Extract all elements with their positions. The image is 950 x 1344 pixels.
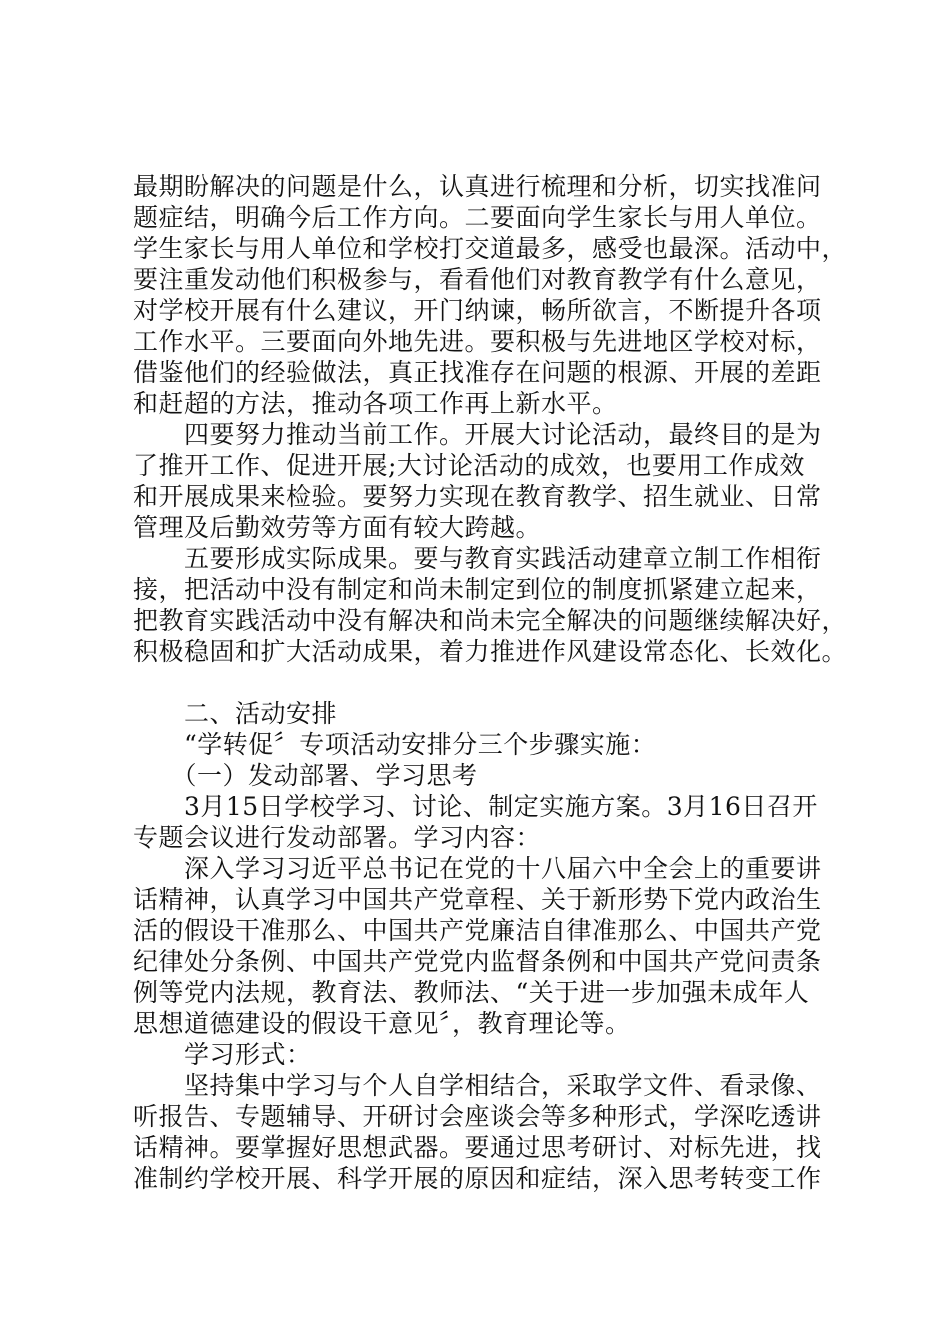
text-line: 和赶超的方法，推动各项工作再上新水平。	[133, 389, 618, 418]
text-line: 专题会议进行发动部署。学习内容：	[133, 823, 542, 852]
text-line: 题症结，明确今后工作方向。二要面向学生家长与用人单位。	[133, 203, 822, 232]
text-line: 话精神，认真学习中国共产党章程、关于新形势下党内政治生	[133, 885, 822, 914]
paragraph-start-line: 深入学习习近平总书记在党的十八届六中全会上的重要讲	[133, 854, 822, 883]
text-line: 管理及后勤效劳等方面有较大跨越。	[133, 513, 542, 542]
paragraph-start-line: 四要努力推动当前工作。开展大讨论活动，最终目的是为	[133, 420, 822, 449]
text-line: 纪律处分条例、中国共产党党内监督条例和中国共产党问责条	[133, 947, 822, 976]
text-line: 工作水平。三要面向外地先进。要积极与先进地区学校对标，	[133, 327, 822, 356]
text-line: 积极稳固和扩大活动成果，着力推进作风建设常态化、长效化。	[133, 637, 848, 666]
text-line: 听报告、专题辅导、开研讨会座谈会等多种形式，学深吃透讲	[133, 1102, 822, 1131]
paragraph-start-line: 五要形成实际成果。要与教育实践活动建章立制工作相衔	[133, 544, 822, 573]
subsection-heading: （一）发动部署、学习思考	[133, 761, 478, 790]
paragraph-start-line: 3月15日学校学习、讨论、制定实施方案。3月16日召开	[133, 792, 818, 821]
text-line: 对学校开展有什么建议，开门纳谏，畅所欲言，不断提升各项	[133, 296, 822, 325]
text-line: 思想道德建设的假设干意见〞，教育理论等。	[133, 1009, 631, 1038]
text-line: 准制约学校开展、科学开展的原因和症结，深入思考转变工作	[133, 1164, 822, 1193]
text-line: 要注重发动他们积极参与，看看他们对教育教学有什么意见，	[133, 265, 822, 294]
text-line: 学生家长与用人单位和学校打交道最多，感受也最深。活动中，	[133, 234, 848, 263]
text-line: 话精神。要掌握好思想武器。要通过思考研讨、对标先进，找	[133, 1133, 822, 1162]
text-line: 例等党内法规，教育法、教师法、“关于进一步加强未成年人	[133, 978, 810, 1007]
text-line: “学转促〞专项活动安排分三个步骤实施：	[133, 730, 657, 759]
paragraph-start-line: 坚持集中学习与个人自学相结合，采取学文件、看录像、	[133, 1071, 822, 1100]
section-heading: 二、活动安排	[133, 699, 338, 728]
text-line: 把教育实践活动中没有解决和尚未完全解决的问题继续解决好，	[133, 606, 848, 635]
text-line: 活的假设干准那么、中国共产党廉洁自律准那么、中国共产党	[133, 916, 822, 945]
text-line: 接，把活动中没有制定和尚未制定到位的制度抓紧建立起来，	[133, 575, 822, 604]
text-line: 借鉴他们的经验做法，真正找准存在问题的根源、开展的差距	[133, 358, 822, 387]
text-line: 了推开工作、促进开展;大讨论活动的成效，也要用工作成效	[133, 451, 805, 480]
text-line: 最期盼解决的问题是什么，认真进行梳理和分析，切实找准问	[133, 172, 822, 201]
text-line: 和开展成果来检验。要努力实现在教育教学、招生就业、日常	[133, 482, 822, 511]
subheading-line: 学习形式：	[133, 1040, 312, 1069]
